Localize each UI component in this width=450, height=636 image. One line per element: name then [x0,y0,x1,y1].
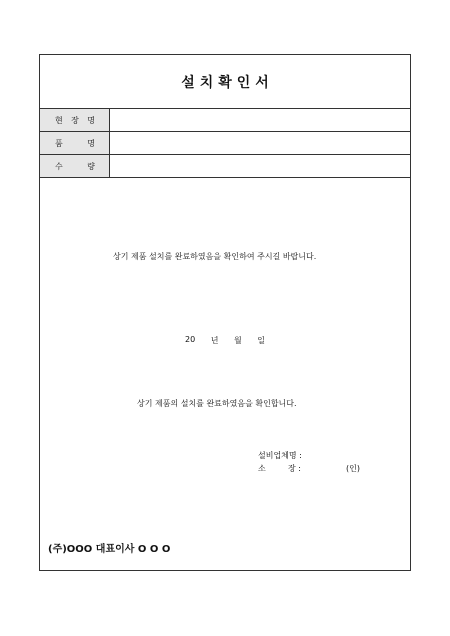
date-year: 20 [185,335,196,344]
date-year-unit: 년 [210,336,219,345]
owner-label-a: 소 [258,464,266,473]
company-line [258,450,302,463]
date-day-unit: 일 [257,336,265,345]
title-row [40,55,410,109]
confirm-text: 상기 제품의 설치를 완료하였음을 확인합니다. [137,399,297,408]
label-char: 품 [55,138,63,148]
footer-signature: (주)OOO 대표이사 O O O [48,544,171,555]
product-name-row [40,132,410,155]
site-name-label [40,109,110,131]
date-month-unit: 월 [233,336,242,345]
label-char: 장 [71,115,79,125]
company-label: 설비업체명 : [258,451,302,460]
signature-block [258,450,360,476]
request-text: 상기 제품 설치를 완료하였음을 확인하여 주시길 바랍니다. [113,252,317,261]
product-name-value[interactable] [110,132,410,154]
site-name-row [40,109,410,132]
owner-label-b: 장 : [288,464,301,473]
document-title: 설치확인서 [181,74,274,91]
owner-line [258,463,360,476]
label-char: 명 [87,115,95,125]
label-char: 량 [87,161,95,171]
date-line [185,335,265,346]
installation-confirmation-form [39,54,411,571]
label-char: 현 [55,115,63,125]
quantity-row [40,155,410,178]
seal-mark: (인) [346,464,360,473]
label-char: 명 [87,138,95,148]
quantity-value[interactable] [110,155,410,177]
label-char: 수 [55,161,63,171]
quantity-label [40,155,110,177]
site-name-value[interactable] [110,109,410,131]
product-name-label [40,132,110,154]
